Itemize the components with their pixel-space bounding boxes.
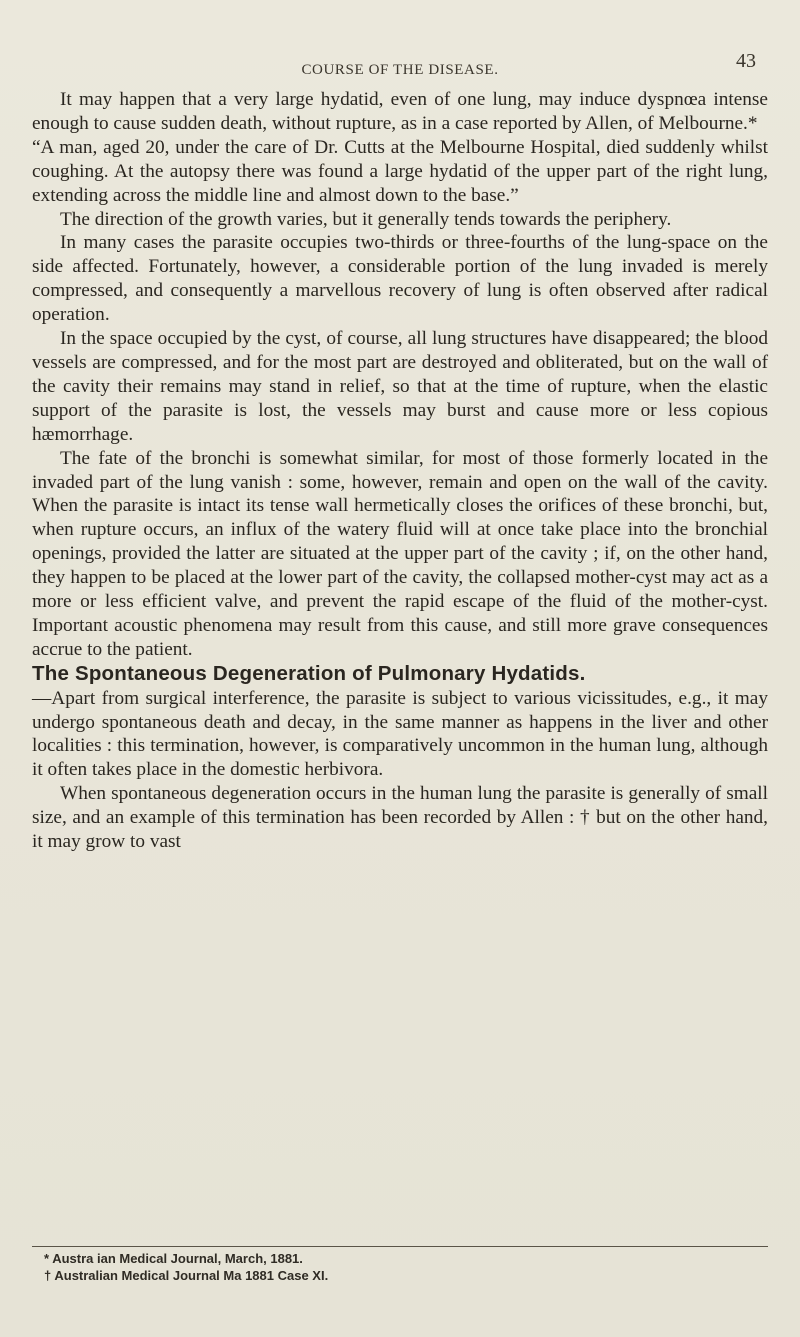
footnote-divider	[32, 1246, 768, 1247]
page-number: 43	[736, 50, 756, 72]
paragraph: In the space occupied by the cyst, of course, all lung structures have disappeared; the blood vessels are compressed, and for the most part are destroyed and obliterated, but on the wall of the cavity their remains may stand in relief, so that at the time of rupture, when the elastic support of the parasite is lost, the vessels may burst and cause more or less copious hæmorrhage.	[32, 328, 768, 445]
case-quote: “A man, aged 20, under the care of Dr. Cutts at the Melbourne Hospital, died suddenly whilst coughing. At the autopsy there was found a large hydatid of the upper part of the right lung, extending across the middle line and almost down to the base.”	[32, 136, 768, 206]
footnote: † Australian Medical Journal Ma 1881 Case XI.	[44, 1268, 329, 1283]
paragraph: When spontaneous degeneration occurs in the human lung the parasite is generally of small size, and an example of this termination has been recorded by Allen : † but on the other hand, it may grow to vast	[32, 783, 768, 853]
footnote: * Austra ian Medical Journal, March, 1881.	[44, 1251, 303, 1266]
body-text	[32, 88, 768, 854]
section-paragraph	[32, 662, 768, 783]
paragraph: The direction of the growth varies, but it generally tends towards the periphery.	[60, 208, 672, 230]
paragraph: The fate of the bronchi is somewhat similar, for most of those formerly located in the invaded part of the lung vanish : some, however, remain and open on the wall of the cavity. When the parasite is intact its tense wall hermetically closes the orifices of these bronchi, but, when rupture occurs, an influx of the watery fluid will at once take place into the bronchial openings, provided the latter are situated at the upper part of the cavity ; if, on the other hand, they happen to be placed at the lower part of the cavity, the collapsed mother-cyst may act as a more or less efficient valve, and prevent the rapid escape of the fluid of the mother-cyst. Important acoustic phenomena may result from this cause, and still more grave consequences accrue to the patient.	[32, 447, 768, 660]
paragraph: It may happen that a very large hydatid, even of one lung, may induce dyspnœa intense enough to cause sudden death, without rupture, as in a case reported by Allen, of Melbourne.*	[32, 89, 768, 134]
paragraph: In many cases the parasite occupies two-thirds or three-fourths of the lung-space on the side affected. Fortunately, however, a considerable portion of the lung invaded is merely compressed, and consequently a marvellous recovery of lung is often observed after radical operation.	[32, 232, 768, 326]
section-heading: The Spontaneous Degeneration of Pulmonary Hydatids.	[32, 661, 586, 685]
running-title: COURSE OF THE DISEASE.	[301, 62, 499, 78]
footnotes	[44, 1250, 764, 1284]
section-paragraph-text: —Apart from surgical interference, the parasite is subject to various vicissitudes, e.g., it may undergo spontaneous death and decay, in the same manner as happens in the liver and other localities : this termination, however, is comparatively uncommon in the human lung, although it often takes place in the domestic herbivora.	[32, 687, 768, 781]
